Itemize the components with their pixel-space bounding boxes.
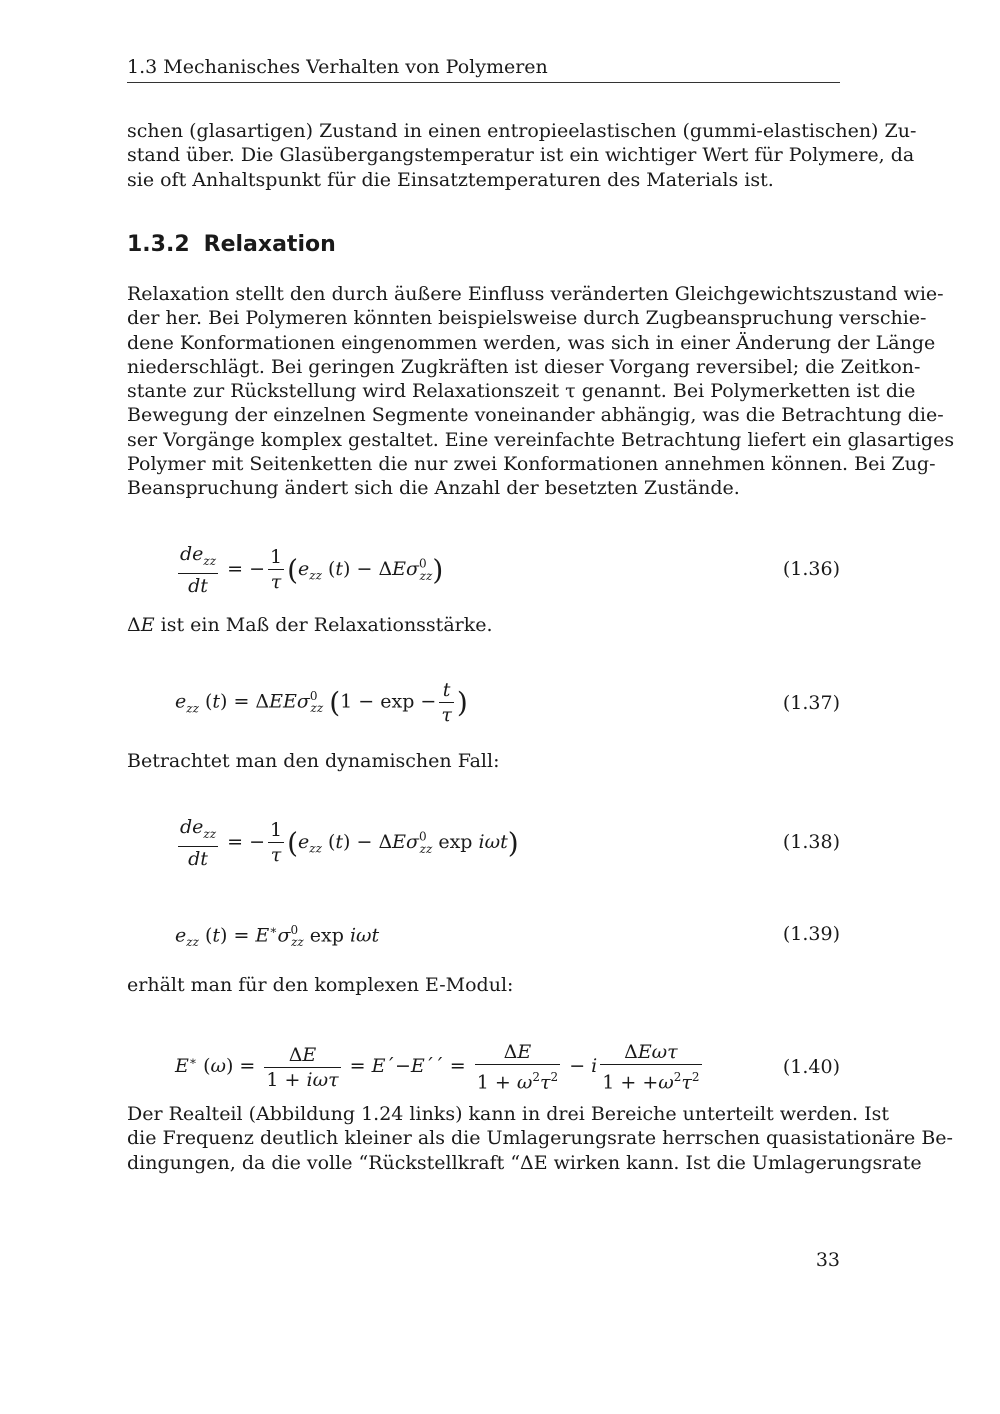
paragraph-line: Relaxation stellt den durch äußere Einfluss veränderten Gleichgewichtszustand wie- — [127, 283, 944, 305]
equation-number: (1.36) — [782, 558, 840, 580]
paragraph-real-part — [127, 1102, 953, 1175]
section-heading — [127, 232, 336, 257]
paragraph-line: Beanspruchung ändert sich die Anzahl der besetzten Zustände. — [127, 477, 740, 500]
equation-1-38 — [175, 813, 840, 869]
paragraph-line: stante zur Rückstellung wird Relaxationszeit τ genannt. Bei Polymerketten ist die — [127, 380, 916, 403]
paragraph-intro — [127, 119, 917, 192]
equation-number: (1.38) — [782, 831, 840, 853]
paragraph-line: ser Vorgänge komplex gestaltet. Eine vereinfachte Betrachtung liefert ein glasartiges — [127, 428, 955, 451]
paragraph-line: dene Konformationen eingenommen werden, was sich in einer Änderung der Länge — [127, 331, 936, 354]
running-header — [127, 56, 840, 83]
running-title: 1.3 Mechanisches Verhalten von Polymeren — [127, 56, 548, 78]
equation-formula: E∗ (ω) = $\frac{\Delta E}{\text{1 + iωτ}}$ = E´−E´´ = $\frac{\Delta E}{1 + \omega^2\tau^2}$ − i $\frac{\text{ΔEωτ}}{1 + +\omega^2\tau^2}$ — [175, 1041, 700, 1094]
equation-formula: $e_{zz}$ (t) = ΔEEσ$^0_{zz}$ (1 − exp − $\frac{t}{\tau}$ ) — [175, 679, 468, 726]
text-complex-modulus: erhält man für den komplexen E-Modul: — [127, 974, 514, 996]
paragraph-line: stand über. Die Glasübergangstemperatur ist ein wichtiger Wert für Polymere, da — [127, 144, 915, 167]
paragraph-line: Polymer mit Seitenketten die nur zwei Konformationen annehmen können. Bei Zug- — [127, 453, 936, 476]
delta-e-description: ist ein Maß der Relaxationsstärke. — [160, 614, 493, 636]
equation-formula: $\frac{de_{zz}}{dt}$ = − $\frac{1}{\tau}$ ($e_{zz}$ (t) − ΔEσ$^0_{zz}$) — [180, 543, 444, 597]
equation-number: (1.39) — [782, 923, 840, 945]
equation-1-39 — [175, 921, 840, 951]
text-delta-e: ΔE ist ein Maß der Relaxationsstärke. — [127, 614, 493, 636]
paragraph-line: Bewegung der einzelnen Segmente voneinander abhängig, was die Betrachtung die- — [127, 404, 944, 427]
paragraph-line: dingungen, da die volle “Rückstellkraft “ΔE wirken kann. Ist die Umlagerungsrate — [127, 1151, 922, 1174]
paragraph-line: die Frequenz deutlich kleiner als die Umlagerungsrate herrschen quasistationäre Be- — [127, 1127, 953, 1150]
equation-1-37 — [175, 676, 840, 732]
section-number: 1.3.2 — [127, 232, 190, 257]
equation-formula: $e_{zz}$ $(t) = E^∗\sigma^0_{zz}$ exp iωt — [175, 923, 380, 950]
paragraph-line: schen (glasartigen) Zustand in einen entropieelastischen (gummi-elastischen) Zu- — [127, 120, 917, 142]
paragraph-relaxation — [127, 282, 955, 501]
paragraph-line: sie oft Anhaltspunkt für die Einsatztemperaturen des Materials ist. — [127, 168, 774, 191]
paragraph-line: niederschlägt. Bei geringen Zugkräften ist dieser Vorgang reversibel; die Zeitkon- — [127, 355, 921, 378]
equation-number: (1.37) — [782, 692, 840, 714]
section-title: Relaxation — [203, 232, 336, 257]
equation-number: (1.40) — [782, 1056, 840, 1078]
equation-formula: $\frac{de_{zz}}{dt}$ = − $\frac{1}{\tau}$ ($e_{zz}$ (t) − ΔEσ$^0_{zz}$ exp iωt) — [180, 816, 519, 870]
paragraph-line: Der Realteil (Abbildung 1.24 links) kann in drei Bereiche unterteilt werden. Ist — [127, 1103, 889, 1125]
equation-1-40 — [175, 1038, 840, 1098]
paragraph-line: der her. Bei Polymeren könnten beispielsweise durch Zugbeanspruchung verschie- — [127, 307, 927, 330]
text-dynamic-case: Betrachtet man den dynamischen Fall: — [127, 750, 500, 772]
page-number: 33 — [815, 1249, 840, 1271]
equation-1-36 — [175, 540, 840, 596]
